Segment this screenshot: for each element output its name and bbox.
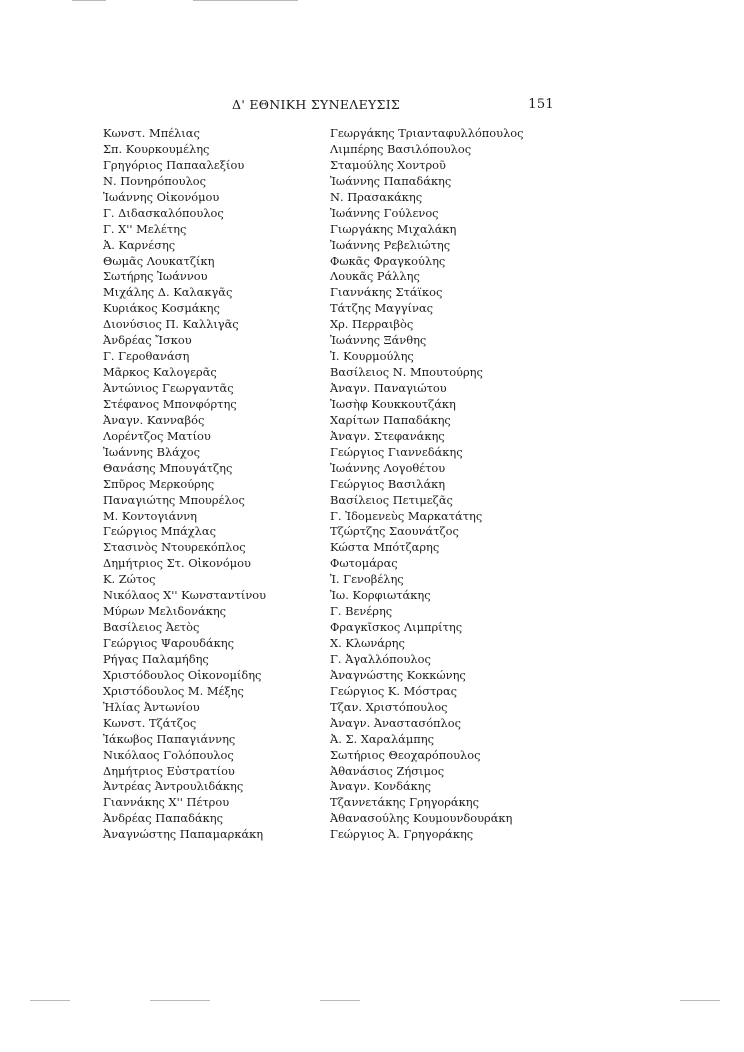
name-entry: Ἰωάννης Παπαδάκης (330, 173, 452, 188)
name-entry: Δημήτριος Στ. Οἰκονόμου (103, 556, 251, 571)
name-entry: Ἰωάννης Γούλενος (330, 205, 439, 220)
name-entry: Σπῦρος Μερκούρης (103, 476, 215, 491)
name-entry: Κωνστ. Μπέλιας (103, 126, 200, 140)
name-entry: Ἰωσὴφ Κουκκουτζάκη (330, 396, 456, 411)
name-entry: Ἀ. Καρνέσης (103, 237, 176, 252)
name-entry: Χρ. Περραιβὸς (330, 317, 414, 332)
name-entry: Ἰ. Κουρμούλης (330, 349, 414, 364)
left-name-column (103, 126, 303, 843)
name-entry: Δημήτριος Εὐστρατίου (103, 763, 235, 778)
name-entry: Θωμᾶς Λουκατζίκη (103, 253, 215, 268)
name-entry: Σπ. Κουρκουμέλης (103, 141, 210, 156)
name-entry: Ἀναγν. Στεφανάκης (330, 428, 445, 443)
name-entry: Γεωργάκης Τριανταφυλλόπουλος (330, 126, 524, 140)
name-entry: Βασίλειος Ἀετὸς (103, 620, 200, 635)
name-entry: Ἀθανασούλης Κουμουνδουράκη (330, 811, 513, 826)
name-entry: Βασίλειος Πετιμεζᾶς (330, 492, 453, 507)
scan-edge-top-left (72, 0, 106, 1)
name-entry: Κυριάκος Κοσμάκης (103, 301, 220, 316)
name-entry: Γ. Βενέρης (330, 604, 393, 619)
scan-edge-top-right (193, 0, 298, 1)
name-entry: Γιαννάκης Χ'' Πέτρου (103, 795, 230, 810)
name-entry: Γ. Γεροθανάση (103, 349, 190, 364)
name-entry: Ἀναγν. Κονδάκης (330, 779, 431, 794)
name-entry: Κώστα Μπότζαρης (330, 540, 440, 555)
name-entry: Σωτήριος Θεοχαρόπουλος (330, 747, 481, 762)
name-entry: Ἰάκωβος Παπαγιάννης (103, 731, 236, 746)
name-entry: Ἀνδρέας Παπαδάκης (103, 811, 223, 826)
name-entry: Κωνστ. Τζάτζος (103, 715, 197, 730)
name-entry: Γρηγόριος Παπααλεξίου (103, 157, 245, 172)
name-entry: Μ. Κοντογιάννη (103, 508, 197, 523)
name-entry: Γεώργιος Ψαρουδάκης (103, 636, 234, 650)
name-entry: Μύρων Μελιδονάκης (103, 604, 227, 619)
name-entry: Ἰ. Γενοβέλης (330, 572, 404, 587)
name-entry: Στέφανος Μπονφόρτης (103, 396, 237, 411)
name-entry: Γ. Διδασκαλόπουλος (103, 205, 224, 220)
name-entry: Ἰω. Κορφιωτάκης (330, 588, 431, 603)
name-entry: Θανάσης Μπουγάτζης (103, 460, 233, 475)
name-entry: Ἰωάννης Λογοθέτου (330, 460, 446, 475)
name-entry: Χριστόδουλος Οἰκονομίδης (103, 667, 262, 682)
name-entry: Τζώρτζης Σαουνάτζος (330, 524, 459, 539)
name-entry: Ἰωάννης Βλάχος (103, 444, 201, 459)
scan-edge-bottom-right (680, 1000, 720, 1001)
name-entry: Γεώργιος Ἀ. Γρηγοράκης (330, 827, 474, 842)
name-entry: Ἀθανάσιος Ζήσιμος (330, 763, 445, 778)
name-entry: Ἰωάννης Οἰκονόμου (103, 189, 220, 204)
name-entry: Ἰωάννης Ξάνθης (330, 333, 427, 348)
name-entry: Παναγιώτης Μπουρέλος (103, 492, 245, 507)
name-entry: Ἀναγν. Ἀναστασόπλος (330, 715, 462, 730)
name-entry: Χ. Κλωνάρης (330, 636, 405, 650)
name-entry: Γ. Ἀγαλλόπουλος (330, 651, 431, 666)
name-entry: Λιμπέρης Βασιλόπουλος (330, 141, 472, 156)
name-entry: Τάτζης Μαγγίνας (330, 301, 434, 316)
name-entry: Βασίλειος Ν. Μπουτούρης (330, 365, 483, 380)
name-entry: Νικόλαος Χ'' Κωνσταντίνου (103, 588, 267, 603)
name-entry: Χριστόδουλος Μ. Μέξης (103, 683, 244, 698)
name-entry: Φωκᾶς Φραγκούλης (330, 253, 446, 268)
name-entry: Ν. Πονηρόπουλος (103, 173, 207, 188)
name-entry: Στασινὸς Ντουρεκόπλος (103, 540, 246, 555)
name-entry: Γιαννάκης Στάϊκος (330, 285, 443, 300)
name-entry: Ἀ. Σ. Χαραλάμπης (330, 731, 434, 746)
name-entry: Ἀναγνώστης Κοκκώνης (330, 667, 466, 682)
name-entry: Γεώργιος Κ. Μόστρας (330, 683, 458, 698)
name-entry: Ρήγας Παλαμήδης (103, 651, 209, 666)
name-entry: Διονύσιος Π. Καλλιγᾶς (103, 317, 239, 332)
name-entry: Γ. Χ'' Μελέτης (103, 221, 187, 236)
name-entry: Ἀναγν. Κανναβός (103, 412, 205, 427)
name-entry: Ἀναγνώστης Παπαμαρκάκη (103, 827, 264, 842)
right-name-column (330, 126, 540, 843)
scan-edge-bottom-left (30, 1000, 70, 1001)
name-entry: Μιχάλης Δ. Καλακγᾶς (103, 285, 233, 300)
name-entry: Σταμούλης Χοντροῦ (330, 157, 446, 172)
page-header (232, 97, 554, 115)
name-entry: Ἀντώνιος Γεωργαντᾶς (103, 381, 234, 395)
scan-edge-bottom-mid2 (320, 1000, 360, 1001)
running-title: Δ' ΕΘΝΙΚΗ ΣΥΝΕΛΕΥΣΙΣ (232, 97, 401, 112)
name-entry: Λουκᾶς Ράλλης (330, 269, 420, 284)
name-entry: Κ. Ζώτος (103, 572, 156, 587)
name-entry: Ἀνδρέας Ἴσκου (103, 333, 192, 348)
name-entry: Σωτήρης Ἰωάννου (103, 269, 208, 284)
name-entry: Χαρίτων Παπαδάκης (330, 412, 451, 427)
name-entry: Γ. Ἰδομενεὺς Μαρκατάτης (330, 508, 483, 523)
name-entry: Ἀναγν. Παναγιώτου (330, 381, 447, 395)
name-entry: Τζαννετάκης Γρηγοράκης (330, 795, 479, 810)
name-entry: Ἰωάννης Ρεβελιώτης (330, 237, 451, 252)
name-entry: Γεώργιος Βασιλάκη (330, 476, 446, 491)
name-entry: Γιωργάκης Μιχαλάκη (330, 221, 457, 236)
name-entry: Λορέντζος Ματίου (103, 428, 211, 443)
name-entry: Ἠλίας Ἀντωνίου (103, 699, 200, 714)
name-entry: Ἀντρέας Ἀντρουλιδάκης (103, 779, 244, 794)
name-entry: Γεώργιος Γιαννεδάκης (330, 444, 463, 459)
name-entry: Ν. Πρασακάκης (330, 189, 423, 204)
name-entry: Τζαν. Χριστόπουλος (330, 699, 448, 714)
scan-edge-bottom-mid (150, 1000, 210, 1001)
page-number: 151 (528, 97, 554, 112)
name-entry: Φωτομάρας (330, 556, 398, 571)
name-entry: Γεώργιος Μπάχλας (103, 524, 216, 539)
name-entry: Φραγκῖσκος Λιμπρίτης (330, 620, 463, 635)
name-entry: Νικόλαος Γολόπουλος (103, 747, 234, 762)
name-entry: Μᾶρκος Καλογερᾶς (103, 365, 217, 380)
